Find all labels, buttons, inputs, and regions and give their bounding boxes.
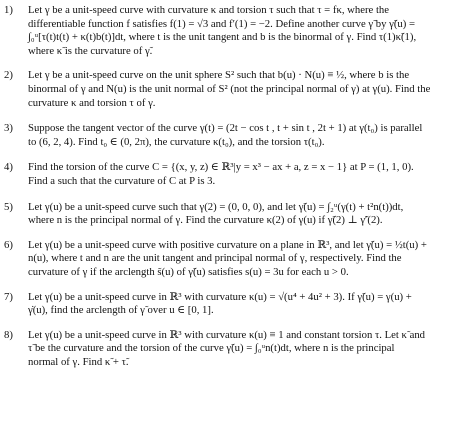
problem-7 (4, 291, 468, 318)
problem-text (28, 4, 468, 58)
problem-6 (4, 239, 468, 280)
problem-4 (4, 161, 468, 188)
problem-8 (4, 329, 468, 370)
problem-line: Let γ(u) be a unit-speed curve such that γ(2) = (0, 0, 0), and let γ̃(u) = ∫₂ᵘ(γ(t) + t²n(t))dt, (28, 200, 404, 213)
problem-number: 3) (4, 122, 13, 135)
problem-line: Let γ be a unit-speed curve with curvature κ and torsion τ such that τ = fκ, where the (28, 4, 390, 16)
problem-line: Find a such that the curvature of C at P is 3. (28, 174, 216, 187)
problem-line: Find the torsion of the curve C = {(x, y, z) ∈ ℝ³|y = x³ − ax + a, z = x − 1} at P = (1, 1, 0). (28, 161, 414, 174)
problem-text (28, 239, 468, 280)
problem-text (28, 201, 468, 228)
problem-number: 8) (4, 328, 13, 341)
problem-line: where n is the principal normal of γ. Find the curvature κ(2) of γ(u) if γ̃(2) ⊥ γ̃′(2). (28, 214, 383, 227)
problem-number: 5) (4, 200, 13, 213)
problem-line: normal of γ. Find κ̃ + τ̃. (28, 355, 129, 368)
problem-3 (4, 122, 468, 149)
problem-number: 4) (4, 161, 13, 174)
problem-line: Let γ(u) be a unit-speed curve with positive curvature on a plane in ℝ³, and let γ̃(u) = ½t(u) + (28, 238, 427, 251)
problem-2 (4, 69, 468, 110)
problem-number: 2) (4, 69, 13, 82)
problem-1 (4, 4, 468, 58)
problem-text (28, 69, 468, 110)
problem-line: τ̃ be the curvature and the torsion of the curve γ̃(u) = ∫₀ᵘn(t)dt, where n is the principal (28, 342, 395, 355)
problem-line: curvature of γ if the arclength s̃(u) of γ̃(u) satisfies s(u) = 3u for each u > 0. (28, 265, 349, 278)
problem-line: ∫₀ᵘ[τ(t)t(t) + κ(t)b(t)]dt, where t is the unit tangent and b is the binormal of γ. Find τ(1)κ̃(1), (28, 31, 417, 44)
problem-line: n(u), where t and n are the unit tangent and principal normal of γ, respectively. Find the (28, 252, 402, 265)
problem-number: 6) (4, 238, 13, 251)
problem-text (28, 122, 468, 149)
problem-text (28, 161, 468, 188)
problem-line: curvature κ and torsion τ of γ. (28, 96, 156, 109)
problem-line: Let γ(u) be a unit-speed curve in ℝ³ with curvature κ(u) ≡ 1 and constant torsion τ. Let κ̃ and (28, 328, 426, 341)
problem-text (28, 329, 468, 370)
problem-number: 7) (4, 290, 13, 303)
problem-line: to (6, 2, 4). Find t₀ ∈ (0, 2π), the curvature κ(t₀), and the torsion τ(t₀). (28, 135, 325, 148)
problem-text (28, 291, 468, 318)
problem-line: Let γ be a unit-speed curve on the unit sphere S² such that b(u) · N(u) ≡ ½, where b is the (28, 69, 410, 82)
problem-line: Let γ(u) be a unit-speed curve in ℝ³ with curvature κ(u) = √(u⁴ + 4u² + 3). If γ̃(u) = γ(u) + (28, 290, 412, 303)
problem-number: 1) (4, 4, 13, 16)
problem-line: where κ̃ is the curvature of γ̃. (28, 44, 153, 57)
problem-line: γ̇(u), find the arclength of γ̃ over u ∈ [0, 1]. (28, 304, 214, 317)
problem-5 (4, 201, 468, 228)
problem-line: differentiable function f satisfies f(1) = √3 and f′(1) = −2. Define another curve γ̃ by γ̃(u) = (28, 17, 415, 30)
problem-line: binormal of γ and N(u) is the unit normal of S² (not the principal normal of γ) at γ(u). Find the (28, 82, 431, 95)
problem-line: Suppose the tangent vector of the curve γ(t) = (2t − cos t , t + sin t , 2t + 1) at γ(t₀) is parallel (28, 122, 423, 135)
